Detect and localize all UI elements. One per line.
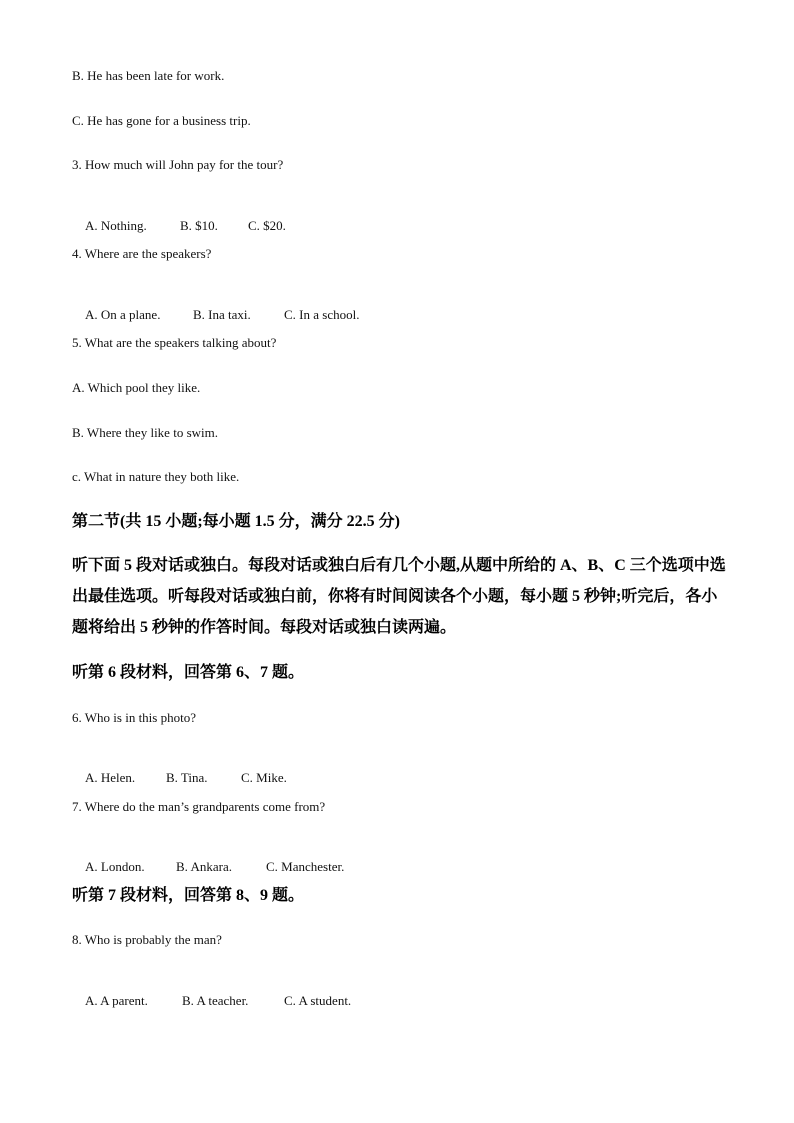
q3-question: 3. How much will John pay for the tour? [72,157,284,172]
q7-options [72,843,344,891]
q2-option-c: C. He has gone for a business trip. [72,113,251,128]
q5-option-a: A. Which pool they like. [72,380,201,395]
q8-option-c: C. A student. [284,993,352,1008]
q7-option-a: A. London. [85,859,145,874]
material7-heading: 听第 7 段材料，回答第 8、9 题。 [72,887,305,904]
q8-options [72,977,351,1025]
q7-option-c: C. Manchester. [266,859,345,874]
q4-option-a: A. On a plane. [85,307,161,322]
section2-title: 第二节(共 15 小题;每小题 1.5 分，满分 22.5 分) [72,513,400,530]
q8-option-b: B. A teacher. [182,993,249,1008]
q4-question: 4. Where are the speakers? [72,246,212,261]
q3-option-c: C. $20. [248,218,286,233]
q5-question: 5. What are the speakers talking about? [72,335,277,350]
q5-option-c: c. What in nature they both like. [72,469,240,484]
q6-option-a: A. Helen. [85,770,136,785]
q8-option-a: A. A parent. [85,993,148,1008]
q4-option-b: B. Ina taxi. [193,307,251,322]
q7-question: 7. Where do the man’s grandparents come from? [72,799,326,814]
q3-options [72,202,286,250]
q5-option-b: B. Where they like to swim. [72,425,218,440]
q6-option-b: B. Tina. [166,770,208,785]
q8-question: 8. Who is probably the man? [72,932,222,947]
q6-question: 6. Who is in this photo? [72,710,196,725]
q3-option-b: B. $10. [180,218,218,233]
q7-option-b: B. Ankara. [176,859,232,874]
q3-option-a: A. Nothing. [85,218,147,233]
q6-option-c: C. Mike. [241,770,287,785]
q2-option-b: B. He has been late for work. [72,68,225,83]
q4-options [72,291,359,339]
section2-instructions: 听下面 5 段对话或独白。每段对话或独白后有几个小题,从题中所给的 A、B、C 三个选项中选出最佳选项。听每段对话或独白前，你将有时间阅读各个小题，每小题 5 秒钟;听完后，各小题将给出 5 秒钟的作答时间。每段对话或独白读两遍。 [72,557,726,636]
q4-option-c: C. In a school. [284,307,360,322]
q6-options [72,754,287,802]
material6-heading: 听第 6 段材料，回答第 6、7 题。 [72,664,305,681]
